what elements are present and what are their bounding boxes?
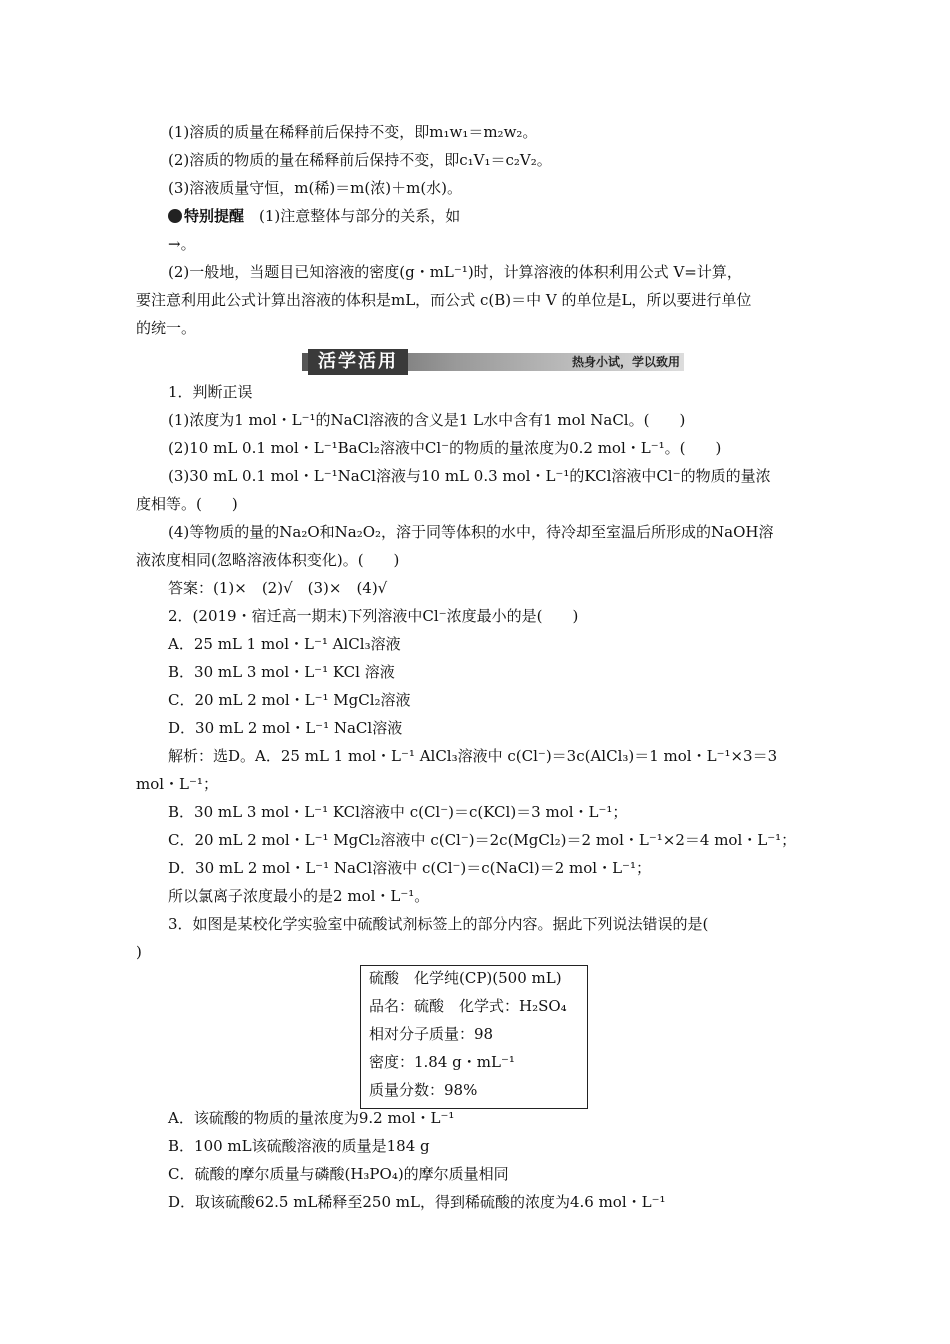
tip-text-2a: (2)一般地，当题目已知溶液的密度(g・mL⁻¹)时，计算溶液的体积利用公式 V=计算，	[168, 263, 742, 281]
q1-title: 1．判断正误	[168, 383, 253, 401]
rule-1: (1)溶质的质量在稀释前后保持不变，即m₁w₁＝m₂w₂。	[168, 123, 538, 141]
q2-option-a: A．25 mL 1 mol・L⁻¹ AlCl₃溶液	[168, 635, 401, 653]
q2-analysis-1: 解析：选D。A．25 mL 1 mol・L⁻¹ AlCl₃溶液中 c(Cl⁻)＝3c(AlCl₃)＝1 mol・L⁻¹×3＝3	[168, 747, 778, 765]
q2-analysis-d: D．30 mL 2 mol・L⁻¹ NaCl溶液中 c(Cl⁻)＝c(NaCl)＝2 mol・L⁻¹；	[168, 859, 651, 877]
q2-option-c: C．20 mL 2 mol・L⁻¹ MgCl₂溶液	[168, 691, 411, 709]
rule-2: (2)溶质的物质的量在稀释前后保持不变，即c₁V₁＝c₂V₂。	[168, 151, 552, 169]
q2-option-d: D．30 mL 2 mol・L⁻¹ NaCl溶液	[168, 719, 403, 737]
tip-icon	[168, 209, 182, 223]
q1-item-4: (4)等物质的量的Na₂O和Na₂O₂，溶于同等体积的水中，待冷却至室温后所形成的NaOH溶	[168, 523, 774, 541]
q3-option-a: A．该硫酸的物质的量浓度为9.2 mol・L⁻¹	[168, 1109, 455, 1127]
q1-item-1: (1)浓度为1 mol・L⁻¹的NaCl溶液的含义是1 L水中含有1 mol NaCl。( )	[168, 411, 686, 429]
q1-answer: 答案：(1)× (2)√ (3)× (4)√	[168, 579, 388, 597]
label-line-5: 质量分数：98%	[369, 1081, 478, 1099]
q3-option-c: C．硫酸的摩尔质量与磷酸(H₃PO₄)的摩尔质量相同	[168, 1165, 509, 1183]
q1-item-4-cont: 液浓度相同(忽略溶液体积变化)。( )	[136, 551, 400, 569]
q1-item-3: (3)30 mL 0.1 mol・L⁻¹NaCl溶液与10 mL 0.3 mol・L⁻¹的KCl溶液中Cl⁻的物质的量浓	[168, 467, 771, 485]
tip-label: 特别提醒	[184, 207, 245, 225]
q2-option-b: B．30 mL 3 mol・L⁻¹ KCl 溶液	[168, 663, 395, 681]
q3-option-b: B．100 mL该硫酸溶液的质量是184 g	[168, 1137, 430, 1155]
tip-line-1	[168, 206, 460, 226]
label-line-3: 相对分子质量：98	[369, 1025, 494, 1043]
label-line-2: 品名：硫酸 化学式：H₂SO₄	[369, 997, 567, 1015]
banner-title: 活学活用	[308, 349, 408, 375]
section-banner	[302, 350, 684, 374]
q3-title: 3．如图是某校化学实验室中硫酸试剂标签上的部分内容。据此下列说法错误的是(	[168, 915, 709, 933]
q2-analysis-b: B．30 mL 3 mol・L⁻¹ KCl溶液中 c(Cl⁻)＝c(KCl)＝3 mol・L⁻¹；	[168, 803, 628, 821]
label-line-4: 密度：1.84 g・mL⁻¹	[369, 1053, 515, 1071]
q3-title-cont: )	[136, 943, 142, 961]
q2-conclusion: 所以氯离子浓度最小的是2 mol・L⁻¹。	[168, 887, 430, 905]
tip-text-1b: →。	[168, 235, 196, 253]
tip-text-2c: 的统一。	[136, 319, 197, 337]
q2-analysis-c: C．20 mL 2 mol・L⁻¹ MgCl₂溶液中 c(Cl⁻)＝2c(MgCl₂)＝2 mol・L⁻¹×2＝4 mol・L⁻¹；	[168, 831, 797, 849]
q2-title: 2．(2019・宿迁高一期末)下列溶液中Cl⁻浓度最小的是( )	[168, 607, 579, 625]
rule-3: (3)溶液质量守恒，m(稀)＝m(浓)＋m(水)。	[168, 179, 463, 197]
tip-text-2b: 要注意利用此公式计算出溶液的体积是mL，而公式 c(B)＝中 V 的单位是L，所以要进行单位	[136, 291, 752, 309]
tip-text-1: (1)注意整体与部分的关系，如	[259, 207, 461, 225]
banner-subtitle: 热身小试，学以致用	[571, 355, 680, 369]
q1-item-3-cont: 度相等。( )	[136, 495, 238, 513]
q3-option-d: D．取该硫酸62.5 mL稀释至250 mL，得到稀硫酸的浓度为4.6 mol・L⁻¹	[168, 1193, 666, 1211]
label-line-1: 硫酸 化学纯(CP)(500 mL)	[369, 969, 562, 987]
reagent-label-box	[360, 965, 588, 1109]
q2-analysis-1-cont: mol・L⁻¹；	[136, 775, 218, 793]
q1-item-2: (2)10 mL 0.1 mol・L⁻¹BaCl₂溶液中Cl⁻的物质的量浓度为0.2 mol・L⁻¹。( )	[168, 439, 722, 457]
